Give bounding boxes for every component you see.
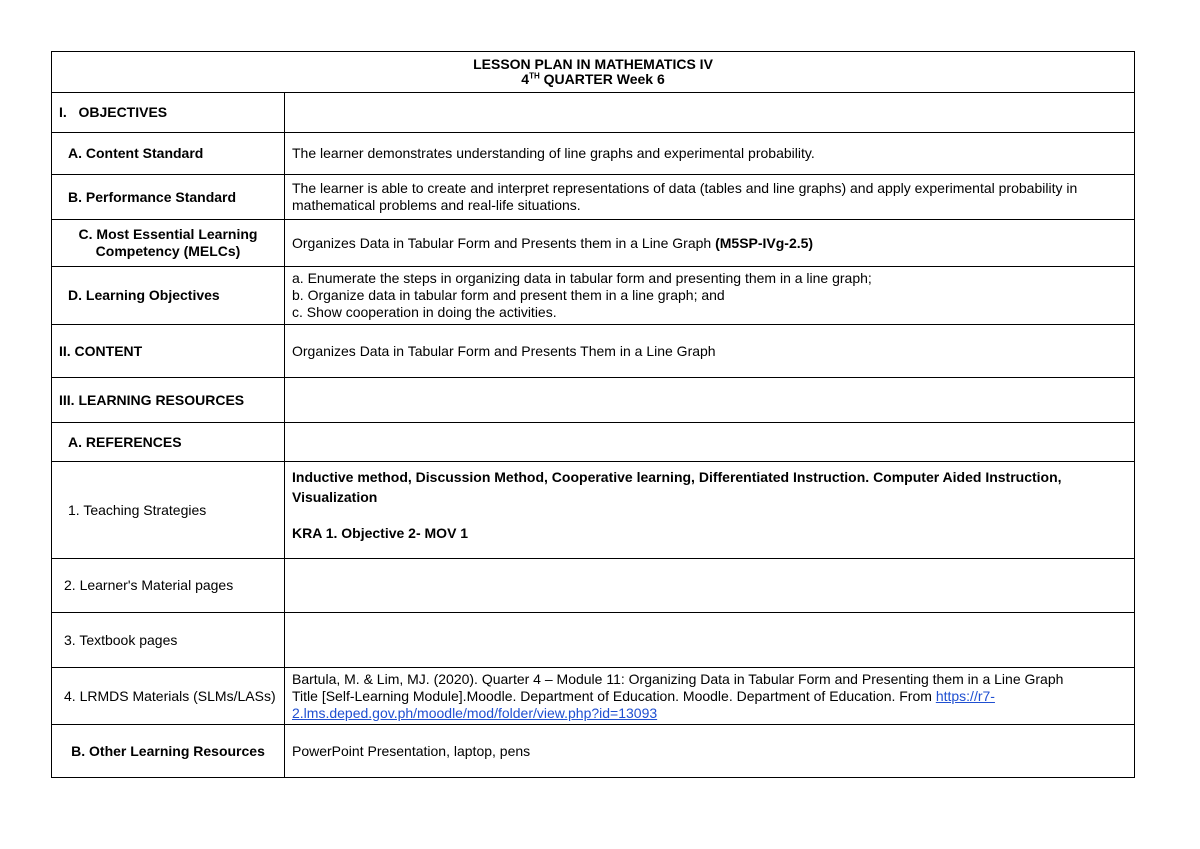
lrmds-link-part1[interactable]: https://r7- xyxy=(935,687,995,704)
table-row xyxy=(52,220,1135,267)
performance-standard-value: The learner is able to create and interpret representations of data (tables and line graphs) and apply experimental probability in mathematical problems and real-life situations. xyxy=(285,175,1135,220)
table-row xyxy=(52,559,1135,613)
table-row xyxy=(52,613,1135,668)
learners-material-value xyxy=(285,559,1135,613)
content-label: II. CONTENT xyxy=(52,325,285,378)
spacer xyxy=(292,507,1127,525)
lrmds-citation-line1: Bartula, M. & Lim, MJ. (2020). Quarter 4 – Module 11: Organizing Data in Tabular Form and Presenting them in a Line Graph xyxy=(292,670,1064,687)
table-row xyxy=(52,462,1135,559)
learning-objectives-value xyxy=(285,267,1135,325)
lrmds-link-part2[interactable]: 2.lms.deped.gov.ph/moodle/mod/folder/view.php?id=13093 xyxy=(292,704,658,721)
quarter-suffix: TH xyxy=(529,71,540,81)
table-row xyxy=(52,725,1135,778)
quarter-week xyxy=(59,72,1127,87)
melcs-label: C. Most Essential Learning Competency (MELCs) xyxy=(52,220,285,267)
textbook-value xyxy=(285,613,1135,668)
objectives-value xyxy=(285,93,1135,133)
content-value: Organizes Data in Tabular Form and Presents Them in a Line Graph xyxy=(285,325,1135,378)
other-resources-label: B. Other Learning Resources xyxy=(52,725,285,778)
textbook-label: 3. Textbook pages xyxy=(52,613,285,668)
lesson-plan-table xyxy=(51,51,1135,778)
objective-c: c. Show cooperation in doing the activities. xyxy=(292,304,557,320)
quarter-number: 4 xyxy=(521,71,530,87)
lesson-plan-title: LESSON PLAN IN MATHEMATICS IV xyxy=(473,56,713,72)
references-label: A. REFERENCES xyxy=(52,423,285,462)
table-row xyxy=(52,378,1135,423)
table-row xyxy=(52,668,1135,725)
table-row xyxy=(52,175,1135,220)
content-standard-value: The learner demonstrates understanding of line graphs and experimental probability. xyxy=(285,133,1135,175)
objective-b: b. Organize data in tabular form and present them in a line graph; and xyxy=(292,287,725,303)
lrmds-value xyxy=(285,668,1135,725)
table-row xyxy=(52,423,1135,462)
teaching-strategies-value xyxy=(285,462,1135,559)
lrmds-citation-text: Title [Self-Learning Module].Moodle. Department of Education. Moodle. Department of Education. From xyxy=(292,687,936,704)
objectives-label: I. OBJECTIVES xyxy=(52,93,285,133)
lrmds-citation-line2 xyxy=(292,688,1127,705)
learning-objectives-label: D. Learning Objectives xyxy=(52,267,285,325)
learning-resources-value xyxy=(285,378,1135,423)
lesson-plan-header xyxy=(52,52,1135,93)
lrmds-label: 4. LRMDS Materials (SLMs/LASs) xyxy=(52,668,285,725)
teaching-strategies-text: Inductive method, Discussion Method, Cooperative learning, Differentiated Instruction. Computer Aided Instruction, Visualization xyxy=(292,469,1062,505)
performance-standard-label: B. Performance Standard xyxy=(52,175,285,220)
melcs-value xyxy=(285,220,1135,267)
table-row xyxy=(52,93,1135,133)
melcs-text: Organizes Data in Tabular Form and Presents them in a Line Graph xyxy=(292,234,716,251)
references-value xyxy=(285,423,1135,462)
table-row xyxy=(52,267,1135,325)
melcs-code: (M5SP-IVg-2.5) xyxy=(715,234,814,251)
header-row xyxy=(52,52,1135,93)
table-row xyxy=(52,325,1135,378)
kra-text: KRA 1. Objective 2- MOV 1 xyxy=(292,525,469,541)
objective-a: a. Enumerate the steps in organizing data in tabular form and presenting them in a line graph; xyxy=(292,270,872,286)
quarter-rest: QUARTER Week 6 xyxy=(543,71,665,87)
other-resources-value: PowerPoint Presentation, laptop, pens xyxy=(285,725,1135,778)
content-standard-label: A. Content Standard xyxy=(52,133,285,175)
lrmds-citation-line3 xyxy=(292,705,1127,722)
table-row xyxy=(52,133,1135,175)
teaching-strategies-label: 1. Teaching Strategies xyxy=(52,462,285,559)
learners-material-label: 2. Learner's Material pages xyxy=(52,559,285,613)
learning-resources-label: III. LEARNING RESOURCES xyxy=(52,378,285,423)
